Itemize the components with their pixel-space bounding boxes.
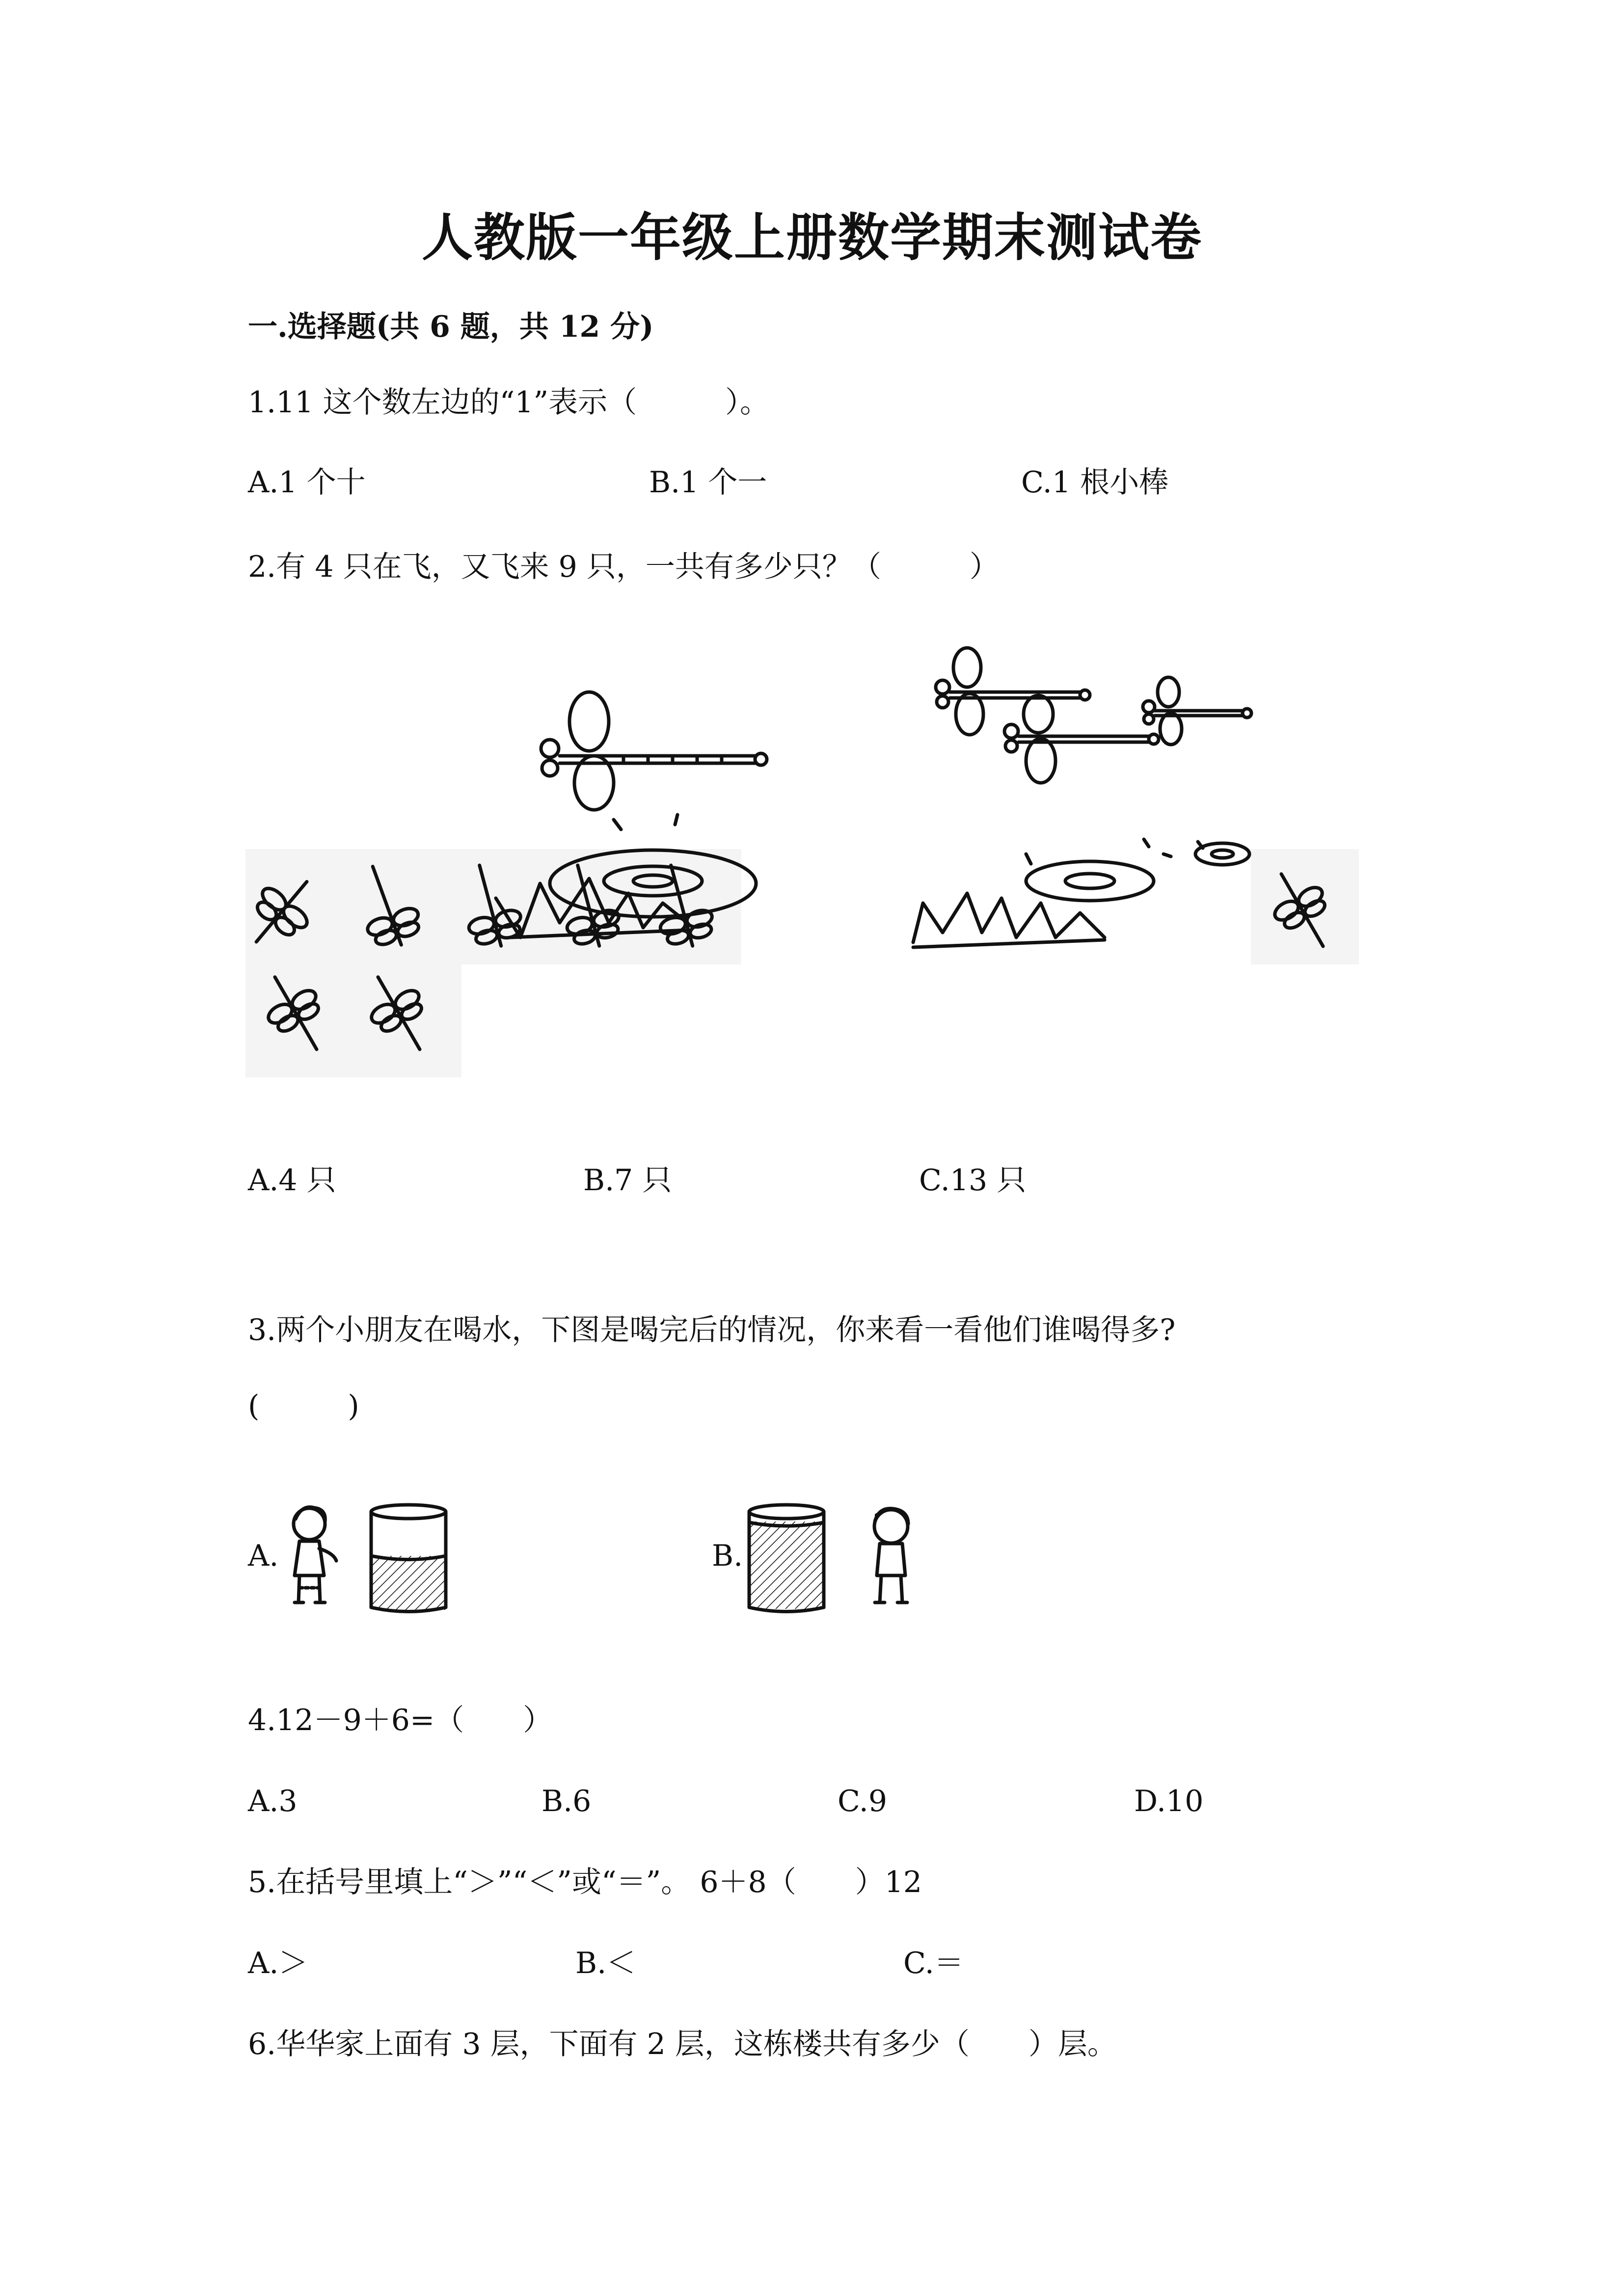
kid-b-with-cup-image [746, 1502, 933, 1615]
q2-option-c[interactable]: C.13 只 [919, 1163, 1027, 1198]
question-2: 2.有 4 只在飞，又飞来 9 只，一共有多少只？（ ） [248, 550, 999, 584]
page-title: 人教版一年级上册数学期末测试卷 [421, 207, 1202, 267]
q5-option-c[interactable]: C.＝ [903, 1946, 964, 1980]
question-4: 4.12－9＋6=（ ） [248, 1703, 553, 1737]
q2-option-b[interactable]: B.7 只 [583, 1163, 672, 1198]
q1-option-c[interactable]: C.1 根小棒 [1021, 465, 1169, 500]
q4-option-a[interactable]: A.3 [248, 1784, 298, 1818]
question-6: 6.华华家上面有 3 层，下面有 2 层，这栋楼共有多少（ ）层。 [248, 2027, 1117, 2061]
q1-option-a[interactable]: A.1 个十 [248, 465, 366, 500]
q3-option-a[interactable]: A. [248, 1539, 279, 1573]
q3-option-b[interactable]: B. [712, 1539, 743, 1573]
q5-option-b[interactable]: B.＜ [575, 1946, 636, 1980]
q5-option-a[interactable]: A.＞ [248, 1946, 308, 1980]
kid-a-with-cup-image [280, 1502, 457, 1615]
q4-option-d[interactable]: D.10 [1134, 1784, 1204, 1818]
q4-option-c[interactable]: C.9 [838, 1784, 888, 1818]
section-heading: 一.选择题(共 6 题，共 12 分) [248, 310, 654, 344]
q4-option-b[interactable]: B.6 [541, 1784, 592, 1818]
q2-option-a[interactable]: A.4 只 [248, 1163, 336, 1198]
dragonfly-scene-image [245, 648, 1375, 1090]
question-5: 5.在括号里填上“＞”“＜”或“＝”。 6＋8（ ）12 [248, 1865, 922, 1899]
question-1: 1.11 这个数左边的“1”表示（ ）。 [248, 385, 770, 420]
question-3: 3.两个小朋友在喝水，下图是喝完后的情况，你来看一看他们谁喝得多? [248, 1313, 1176, 1347]
q1-option-b[interactable]: B.1 个一 [649, 465, 767, 500]
question-3-blank: ( ) [248, 1389, 359, 1423]
